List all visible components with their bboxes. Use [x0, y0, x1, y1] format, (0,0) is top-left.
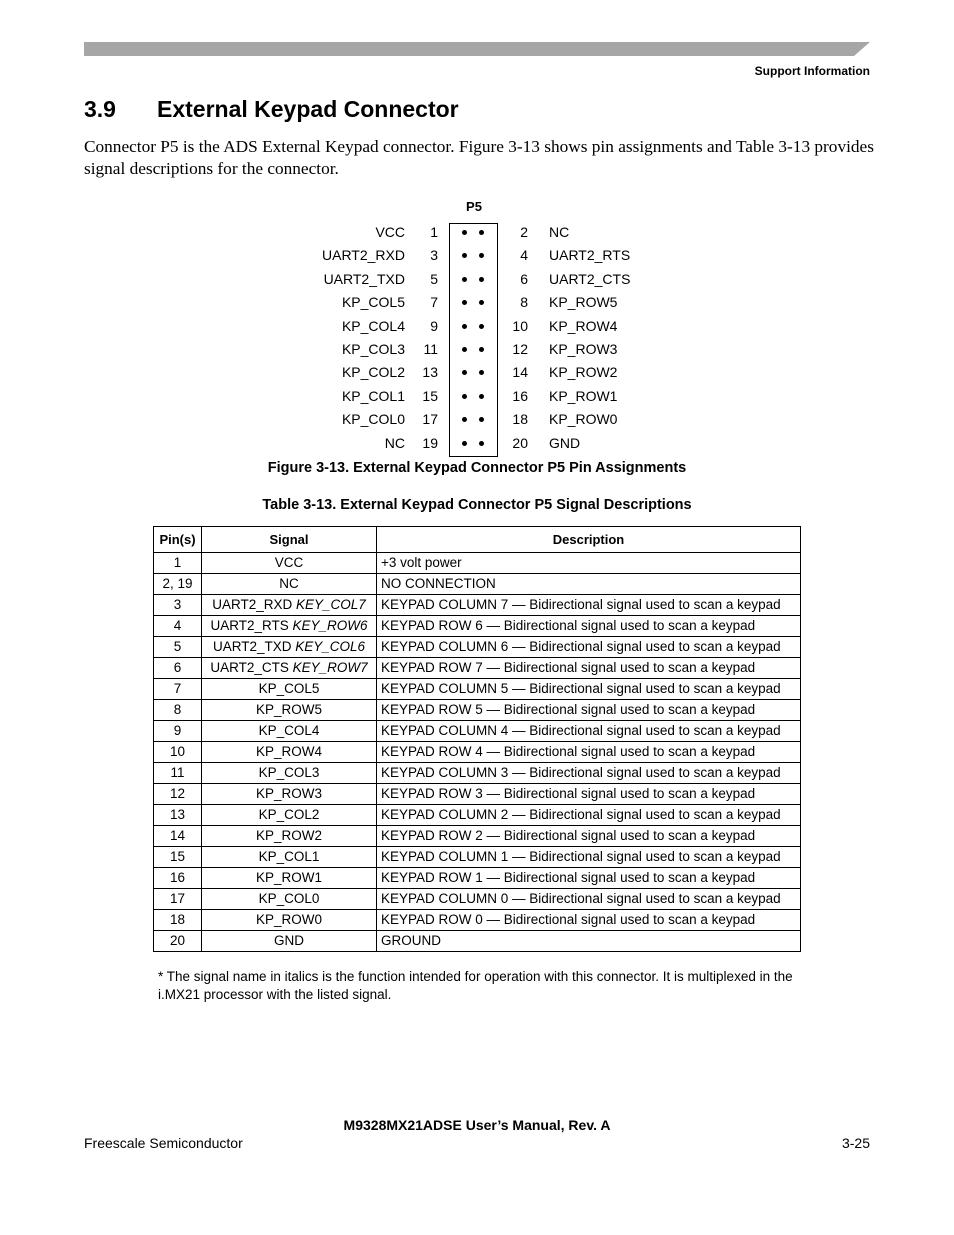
pin-cell: 18: [154, 910, 202, 931]
pin-left-number: 3: [430, 247, 438, 264]
pin-left-name: VCC: [375, 224, 405, 240]
signal-alt-function: KEY_ROW7: [292, 660, 368, 675]
description-cell: KEYPAD ROW 6 — Bidirectional signal used to scan a keypad: [377, 616, 801, 637]
pin-left-name: KP_COL5: [341, 294, 405, 311]
table-footnote: * The signal name in italics is the function intended for operation with this connector. It is multiplexed in the i.MX21 processor with the listed signal.: [158, 969, 793, 1002]
pin-dot: [479, 347, 484, 352]
signal-table: [153, 526, 801, 952]
pin-cell: 20: [154, 931, 202, 952]
pin-cell: 8: [154, 700, 202, 721]
description-cell: KEYPAD COLUMN 6 — Bidirectional signal used to scan a keypad: [377, 637, 801, 658]
running-head: Support Information: [754, 64, 870, 78]
pin-cell: 10: [154, 742, 202, 763]
pin-left-number: 9: [430, 317, 438, 334]
pin-right-number: 10: [512, 317, 528, 334]
pin-cell: 4: [154, 616, 202, 637]
pin-cell: 6: [154, 658, 202, 679]
header-description: Description: [377, 527, 801, 553]
pin-left-name: KP_COL4: [341, 317, 405, 334]
pin-cell: 5: [154, 637, 202, 658]
description-cell: KEYPAD COLUMN 0 — Bidirectional signal used to scan a keypad: [377, 889, 801, 910]
pin-right-number: 14: [512, 364, 528, 381]
description-cell: NO CONNECTION: [377, 574, 801, 595]
table-row: [154, 868, 801, 889]
pin-dot: [479, 394, 484, 399]
table-row: [154, 595, 801, 616]
pin-row: [0, 245, 954, 265]
signal-name: NC: [279, 576, 299, 591]
pin-cell: 7: [154, 679, 202, 700]
pin-cell: 13: [154, 805, 202, 826]
table-row: [154, 763, 801, 784]
signal-name: KP_ROW2: [255, 828, 323, 843]
pin-right-name: NC: [549, 224, 570, 240]
pin-dot: [462, 324, 467, 329]
pin-right-number: 6: [520, 270, 528, 287]
pin-cell: 16: [154, 868, 202, 889]
signal-name: KP_ROW4: [255, 744, 323, 759]
table-row: [154, 553, 801, 574]
pin-right-name: KP_ROW4: [549, 317, 618, 334]
signal-cell: [202, 700, 377, 721]
description-cell: KEYPAD ROW 3 — Bidirectional signal used to scan a keypad: [377, 784, 801, 805]
signal-name: KP_COL4: [258, 723, 320, 738]
pin-left-number: 13: [422, 364, 438, 381]
table-row: [154, 910, 801, 931]
pin-row: [0, 292, 954, 312]
pin-cell: 11: [154, 763, 202, 784]
description-cell: KEYPAD COLUMN 2 — Bidirectional signal used to scan a keypad: [377, 805, 801, 826]
header-bar-shape: [84, 42, 870, 56]
signal-cell: [202, 805, 377, 826]
signal-cell: [202, 931, 377, 952]
signal-cell: [202, 826, 377, 847]
signal-alt-function: KEY_COL6: [295, 639, 366, 654]
pin-right-number: 12: [512, 341, 528, 357]
pin-right-number: 8: [520, 294, 528, 311]
signal-cell: [202, 784, 377, 805]
pin-right-name: KP_ROW1: [549, 387, 618, 404]
pin-row: [0, 339, 954, 359]
signal-name: KP_COL2: [258, 807, 320, 822]
description-cell: KEYPAD COLUMN 7 — Bidirectional signal used to scan a keypad: [377, 595, 801, 616]
pin-cell: 12: [154, 784, 202, 805]
signal-name: UART2_RXD: [212, 597, 293, 612]
description-cell: GROUND: [377, 931, 801, 952]
pin-row: [0, 269, 954, 289]
pin-dot: [462, 277, 467, 282]
pin-row: [0, 433, 954, 453]
description-cell: +3 volt power: [377, 553, 801, 574]
signal-name: GND: [274, 933, 304, 948]
table-header-row: [154, 527, 801, 553]
table-row: [154, 826, 801, 847]
table-row: [154, 679, 801, 700]
header-signal: Signal: [202, 527, 377, 553]
pin-right-name: UART2_CTS: [549, 270, 631, 287]
table-row: [154, 616, 801, 637]
connector-label: P5: [466, 199, 482, 214]
signal-alt-function: KEY_COL7: [296, 597, 366, 612]
table-caption: Table 3-13. External Keypad Connector P5 Signal Descriptions: [262, 497, 692, 513]
description-cell: KEYPAD ROW 1 — Bidirectional signal used to scan a keypad: [377, 868, 801, 889]
pin-dot: [462, 441, 467, 446]
pin-row: [0, 386, 954, 406]
pin-right-name: KP_ROW3: [549, 341, 618, 357]
pin-dot: [462, 253, 467, 258]
header-bar: [84, 42, 870, 56]
pin-left-name: UART2_TXD: [323, 270, 405, 287]
signal-cell: [202, 910, 377, 931]
pin-right-name: UART2_RTS: [549, 247, 631, 264]
signal-cell: [202, 721, 377, 742]
pin-left-number: 15: [422, 387, 438, 404]
pin-dot: [479, 417, 484, 422]
table-row: [154, 784, 801, 805]
description-cell: KEYPAD ROW 2 — Bidirectional signal used to scan a keypad: [377, 826, 801, 847]
table-row: [154, 847, 801, 868]
signal-cell: [202, 553, 377, 574]
pin-dot: [462, 394, 467, 399]
pin-left-name: KP_COL2: [341, 364, 405, 381]
pin-dot: [479, 300, 484, 305]
pin-left-number: 11: [423, 341, 438, 357]
signal-cell: [202, 763, 377, 784]
pin-cell: 17: [154, 889, 202, 910]
description-cell: KEYPAD ROW 7 — Bidirectional signal used to scan a keypad: [377, 658, 801, 679]
pin-right-name: KP_ROW0: [549, 411, 618, 428]
footer-company: Freescale Semiconductor: [84, 1135, 243, 1151]
signal-cell: [202, 658, 377, 679]
signal-name: KP_ROW0: [255, 912, 323, 927]
pin-cell: 2, 19: [154, 574, 202, 595]
pin-left-name: KP_COL0: [341, 411, 405, 428]
signal-cell: [202, 679, 377, 700]
pin-cell: 3: [154, 595, 202, 616]
footer-page-number: 3-25: [841, 1135, 870, 1151]
pin-dot: [462, 300, 467, 305]
pin-dot: [479, 277, 484, 282]
pin-right-number: 4: [520, 247, 528, 264]
pin-dot: [479, 370, 484, 375]
description-cell: KEYPAD ROW 4 — Bidirectional signal used to scan a keypad: [377, 742, 801, 763]
pin-right-name: KP_ROW5: [549, 294, 618, 311]
pin-right-number: 16: [512, 387, 528, 404]
pin-right-number: 18: [512, 411, 528, 428]
pin-dot: [479, 324, 484, 329]
signal-cell: [202, 574, 377, 595]
description-cell: KEYPAD ROW 0 — Bidirectional signal used to scan a keypad: [377, 910, 801, 931]
table-row: [154, 889, 801, 910]
description-cell: KEYPAD COLUMN 4 — Bidirectional signal used to scan a keypad: [377, 721, 801, 742]
pin-right-name: KP_ROW2: [549, 364, 618, 381]
pin-dot: [462, 370, 467, 375]
header-pins: Pin(s): [154, 527, 202, 553]
pin-cell: 15: [154, 847, 202, 868]
section-title: [84, 96, 459, 123]
pin-left-name: UART2_RXD: [322, 247, 405, 264]
pin-cell: 1: [154, 553, 202, 574]
pin-dot: [479, 253, 484, 258]
pin-right-number: 20: [512, 434, 528, 451]
description-cell: KEYPAD COLUMN 1 — Bidirectional signal used to scan a keypad: [377, 847, 801, 868]
signal-cell: [202, 616, 377, 637]
section-title-text: External Keypad Connector: [157, 96, 459, 122]
signal-name: UART2_CTS: [210, 660, 289, 675]
pin-left-number: 1: [430, 224, 438, 240]
signal-name: UART2_TXD: [212, 639, 292, 654]
table-row: [154, 658, 801, 679]
table-row: [154, 574, 801, 595]
signal-name: KP_COL1: [258, 849, 320, 864]
signal-cell: [202, 742, 377, 763]
table-row: [154, 721, 801, 742]
signal-name: KP_COL3: [258, 765, 320, 780]
pin-left-name: KP_COL1: [341, 387, 405, 404]
pin-row: [0, 316, 954, 336]
table-row: [154, 637, 801, 658]
pin-right-name: GND: [549, 434, 581, 451]
table-row: [154, 805, 801, 826]
pin-left-number: 5: [430, 270, 438, 287]
pin-left-number: 7: [430, 294, 438, 311]
signal-name: KP_COL0: [258, 891, 320, 906]
section-number: 3.9: [84, 96, 116, 122]
pin-dot: [479, 230, 484, 235]
signal-cell: [202, 889, 377, 910]
pin-dot: [462, 347, 467, 352]
pin-left-name: KP_COL3: [341, 341, 405, 357]
description-cell: KEYPAD COLUMN 5 — Bidirectional signal used to scan a keypad: [377, 679, 801, 700]
pin-dot: [479, 441, 484, 446]
intro-paragraph: Connector P5 is the ADS External Keypad connector. Figure 3-13 shows pin assignments and Table 3-13 provides signal descriptions for the connector.: [84, 137, 874, 178]
figure-caption: Figure 3-13. External Keypad Connector P5 Pin Assignments: [267, 460, 687, 476]
signal-name: UART2_RTS: [210, 618, 289, 633]
table-row: [154, 742, 801, 763]
pin-cell: 9: [154, 721, 202, 742]
pin-left-name: NC: [384, 434, 405, 451]
pin-row: [0, 409, 954, 429]
signal-cell: [202, 595, 377, 616]
table-row: [154, 700, 801, 721]
description-cell: KEYPAD COLUMN 3 — Bidirectional signal used to scan a keypad: [377, 763, 801, 784]
pin-dot: [462, 230, 467, 235]
footer-manual-title: M9328MX21ADSE User’s Manual, Rev. A: [343, 1117, 611, 1133]
signal-name: KP_ROW5: [255, 702, 323, 717]
signal-cell: [202, 847, 377, 868]
description-cell: KEYPAD ROW 5 — Bidirectional signal used to scan a keypad: [377, 700, 801, 721]
pin-right-number: 2: [520, 224, 528, 240]
signal-name: KP_ROW3: [255, 786, 323, 801]
signal-name: KP_COL5: [258, 681, 320, 696]
table-row: [154, 931, 801, 952]
signal-cell: [202, 868, 377, 889]
pin-dot: [462, 417, 467, 422]
pin-row: [0, 222, 954, 242]
signal-name: VCC: [274, 555, 304, 570]
pin-left-number: 17: [422, 411, 438, 428]
signal-alt-function: KEY_ROW6: [292, 618, 368, 633]
pin-left-number: 19: [422, 434, 438, 451]
pin-cell: 14: [154, 826, 202, 847]
signal-name: KP_ROW1: [255, 870, 323, 885]
pin-row: [0, 362, 954, 382]
signal-cell: [202, 637, 377, 658]
